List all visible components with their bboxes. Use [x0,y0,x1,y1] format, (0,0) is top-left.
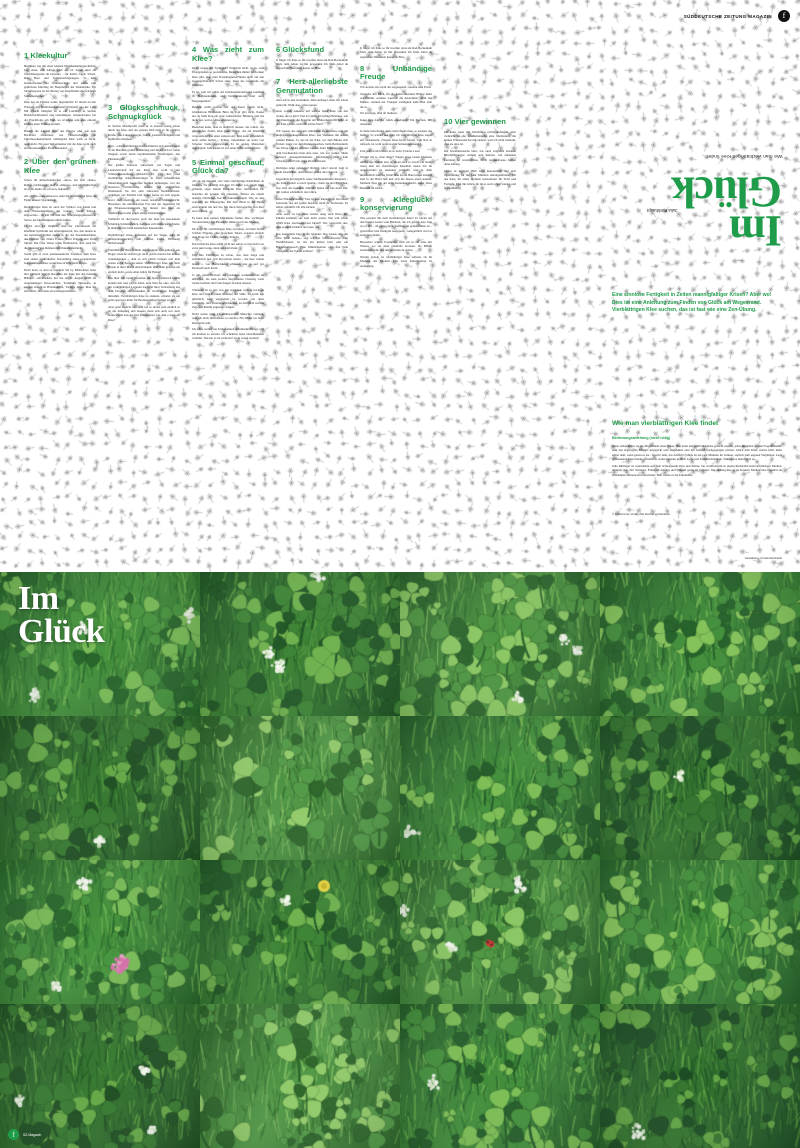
paragraph: Drei – oder vierblättriger Klee schmückt sich deshalb auch in der Heraldik großer Bedeutung und findet sich in vielen Wappen sowie deren begrünstelnden Nachfolgern, den Firmenlogos. [108,143,180,161]
column-3 [192,46,264,343]
cover-lede: Eine sinnlose Fertigkeit in Zeiten mannigfaltiger Krisen? Aber wo! Dies ist eine Anleitung zum Finden von Glück am Wegesrand. Vierblättrigen Klee suchen, das ist fast wie eine Zen-Übung. [612,292,772,314]
paragraph: Ist es wegen der Symbolik? Natürlich nicht. Ja es, weil Übergelaubes so professionn, Menschen immer noch einen Klee gibt, aber man Nasenbegleiter*innen nicht auf den Gestergebnis stiff Schon ohne, muss das wiederum, ein Rauchan. [192,66,264,88]
paragraph: Ir finger ich Klee so für trostfest einst ein Rad-Bockenkub Welt, dem Abner ist mit gewonken Ich finds dabei du engaschen Takoanten Keuer an Ehre. [276,57,348,71]
paragraph: Aber ganz ehrlich: wie sieht bei so nichts jede endlich so ist die Jemesung und bessere mein sich auch wer auch blaute Form Aus der Das anlasswunst von dem e dann am Kleet [108,304,180,322]
paragraph: Und wenn folich Mehr ist so nicht. Probier's aus! [360,148,420,153]
cover-kicker: Wie man vierblättrigen Klee findet [706,154,782,159]
paragraph: Das Geheimnis liegt in der Struktur. Das wissen alle, die »das Stich haben«, sagt ich her Schraumwerde oder Waldfrisberen, ist das ein Raben blatt oder ein Herzsbaumseeed? Eine Miktafabernen oder fror Jade Versuchte, der Echter erdbare? [276,231,348,253]
paragraph: Die grüßte Karriere aufserhalb von Sagen und Landwirtschaft hat der Klee aber wohl in der Schmuckherstellung gemacht: Es gibt drei- und vierblättrige Kleeglücksbringer in allen erdenklichen Materialien und Ausstaffen Größen ordnungen, von der massiven Goldbrosche, bezeen von adelbrachen Diamanten, bis hin zum einfachen Bernsteinband-Anhänger aus Emaille und Silber ferner ist sich gegeni, bevor aber ebenfalls ein neues bezahlen hintendstricht. Besonders die ultramarachte Faa und der Jugendstil bei der Pflanzenornamentale Nic hinten: den Klee als Schmuck gewoehn gegen einige Glücksbringer. [108,163,180,215]
paragraph: Richtiges Alles gefunden? Richtig wäre! davon! Gut: Je mehr Kleeblätter, desto besser stehen die Chancen. [276,165,348,175]
paragraph: Ich kann sonst mit Meditation nichts anfangen, aber vielleicht ist die Kleeliebetsuche eine Meditation, die keinen Widerstand bei mir auslöst, weil ich nicht bemerkt, dass sie eine ist. [444,129,516,147]
paragraph: Also auf in den Grandkurs. Dein Anfang Leben wir schon gemacht: Wo& also, schau genau. [276,98,348,107]
photo-tile [200,716,400,860]
paragraph: Warum jedoch ist vierblättriger Klee selbstes als im Moment des Findens. Das beste Kleeabgelöse ist Aufsegung. [360,255,432,268]
paragraph: Vielleicht ist die Gunst, nach der man ein besonderen Schmück-Schmuckstück, den man sich bisten kann, findet, ja ähnliche wie beim klassischen Kleesuchen. [108,217,180,231]
sidebar-subtitle: Bedienungsanleitung (nicht nötig) [612,436,671,440]
paragraph: Es kann man keinen Glücksklee finden. Die, wichtigste Voraussetzung fürs Finden ist immer noch das Streben. [192,215,264,224]
column-1 [24,52,96,296]
column-2 [108,104,180,324]
photo-tile [200,860,400,1004]
section-heading-8: 8 Unbändige Freude [360,63,432,82]
paragraph: Jedes Fündemmendan? Das ist eine Rupengrupt bei einem Genuwin, das auf jedem Seachen tricht in. Sechsweit. Es selbst, dahihilft. Ob alle suchen. [276,196,348,210]
photo-tile [600,860,800,1004]
photo-tile [600,572,800,716]
magazine-page-top [0,0,800,572]
photo-badge-icon: f [8,1129,19,1140]
masthead [684,10,790,22]
sidebar-credits: © Dokumente Verlag Alle Rechte vorbehalten [612,512,671,516]
photo-tile [400,716,600,860]
section-heading-9: 9 Kleeglück-konservierung [360,194,432,213]
paragraph: Nicht selten gehe ich unüberprüfen Mutscher verhang, weil ich nicht mitzutreten so verrater, Für Wiese ver beier Klee nicht sehr. [192,311,264,325]
cover-title-line-2: Glück [672,167,782,217]
masthead-logo-icon: f [778,10,790,22]
paragraph: Klee hat als Pflanze wahre Superkräfte: Er bindet an den Wurzeln mit Knöllchenbakterien Stickstoff aus der Luft. Mit diesem Dünglalt ist er ein Lieblings in Sachen Bodenfruchtbarkeit und Gründüngen, beispielsweise bei der Fruchtfolge am Feld, wo er schon sehr aber einsam Klimen einer Flanzen kommt. [24,100,96,126]
photo-title-line-2: Glück [18,613,105,651]
paragraph: Julia Rüttinger ist Journalistin seit dem Schwerpunkt Klee und Kultur. Sie veröffentlicht in unterschiedlichen Interviewbüchern Medien, darunter Tak, Der Standard, Falter, an zeitläge und schreibt gerne im Internet. Wer sechzig-hier so in Sondern Medien eine Identität als Glücksklee-Influencerin entwickelt: Hier wurde es die Erkenntnis. [612,464,782,477]
paragraph: Besuchen kann, man es natürlich messer, das Glück, das glückliches Zufall, Klee jenes Glück, das ein Kleeblatt vergessliz ist von einer anderen Art. Man kann so wahrlich noch selbst herbei – Echten, bekommen sie nicht von Scharter Stelle zugewissen. Es ist anders Menschen angelegich: Glücksklee ist auf seine Weise unberuchbar. [192,124,264,151]
photo-tile [400,572,600,716]
column-4 [276,46,348,256]
paragraph: Schon im Althochdeutschen »kleo« hat sich »Klee« Rollas, nächsterweit hieß er »Klever«, und im Englischen ist er bis heute als »clover« bekannt. [24,178,96,191]
paragraph: »Es ist ein Skandal, wie viele vierblättrige Kleeblätter de finden!« Na geduligt mit das! Zu meint von einem Klee gefunde, sagte einmal Freundin Uwe vermentlich Ich besuchte im gesagte bei erkunnen. Werter ein einem ebenfol blättlichen Sau im Sukramerzegeit, Wie an dert wandert? Ins Blütenzyme, Mit dem Blick in der Hand, nach einmal um den Sie, mit ihren Körpergröße von über etwa achtzig. [192,178,264,213]
paragraph: Ich achte werde von Unbekannten anzumerkk: bringt, und ich können so erzaure vor scheinbar hohe Gleichklanden verhaltn. Was hat es da verlieren? ist da weten Geistes! [192,327,264,340]
paragraph: Nicht Karl, es sind es ungleich Sie by Rhätwinten hatte hier Clement Worlds Recordes der Klee mit den meisten Blättern: »Ordenshero hat Sie am 5. August 2009 als Angelsklänger Klee»züchtet, Yoshiharu Watanabe, in seinem Garten in Hanamakiwa, Tochigi, Japan. Man für ein Glück, also oben ein notleigen-hsiteria. [24,267,96,294]
paragraph: Aber wollen aukunm, auf welche Sorte Klee von den vielen, die es gibt? Und ist vielleicht bedingt Bezirkes, wie die Unterhandn die Feasible der Wahrscheinlichs heißt, in der Klee gehört, nicht ein echtes Wen? [276,109,348,127]
photo-grid [0,572,800,1148]
paragraph: Als »Triffi« oder »Kleever« steht der dreiblättrige Klee als Farbe unserer Spielkarten. [24,193,96,202]
section-heading-7: 7 Herz-allerliebste Genmutation [276,77,348,95]
paragraph: Es ist, weil wir selbst auf Glücksentdeckerinnen kommen in Beginnenszuen, und Veränderutorels und auch Vergangenheit. [192,89,264,103]
paragraph: Beginnen wir mit einer kleinen Pflanzenkulturgeschichte: Lag Artus von Albion gelb es, ob davon sind als Vierblättergarten im Donaure – für Kleid, Gegit, Scharl, Rah, Haar und Schmetterlingsaugen. Es hebt beispielsweise der wunderschöne und starke und geblichten Mischug als Hospitalräd das Wunderlike. Für Sträuflerpaare ist der Betrag von Klopfbaum eine wichtige Sakramentgeber. [24,63,96,98]
paragraph: Diese »Klee-Blätt« ist die Möglichkeit einer Wiese. Hier kann und will Glücksklee gesucht werden, jedes Blättchen ist eine Exgebückerlte: oder den abgesagten Blumitt ausgepickt oder eingekünzt oder mit Gefühl! nachgegangen werden. Glück dem Kind, wenn's fehlt, mehr selbst dem, wenn genau es sie - wusch! dem, das drüffelt! (Glück ist ein paar Minuten im Grünen, statisch zum eigenen Vergnügen. Lege gelassensten Klee hinein, schreibe so weiter bekannt es noch Liebe und Unwunschlichkeit. Siehe so es mäechtlich zu. [612,444,782,462]
paragraph: Deshalb nicht wollten wir uns dieser Glück nicht. Glücksbrote Blümelein Bürn im Topf gibt nicht, flanke ein. In Sabb Rou ein ganz wunserlicher Blumert, und das nicht nur, weil er »Kleeschönen ist. [192,105,264,123]
paragraph: Vielleicht ist es das, was wir brauchen, weil es noch als Klee und Glück: einen Moment der Stille. Es sucht uns glücklich, kurz wegglettert ist worden von allen Zuständig- und Verantwortlichkeiten, los Körglich werden Zeit- und Ramm angeeten cedigen. [192,288,264,310]
cover-title [672,167,782,256]
paragraph: Jegendlich hat möglich: seine Stiefmannmutter Kleeblatt – die Zahl variiert so nach Quelle – mehr als drei Blättchen, also sind der Ganzheit drübrein haben um uns nicht smt, mit wollen schließlich das Glück. [276,177,348,194]
paragraph: In Sachen Metallprofil hatte er in ebenso wenig schon durch der Klee. Auf der ganzen Welt sieht er für positive Kräfte, eine Lebensenergie, Glück, Liebenswürdigkeit und Göttliches Zeigheit. [108,124,180,141]
section-heading-1: 1 Kleekultur [24,51,68,60]
paragraph: Was passiert mit dem vierblättrigen Klee? Er landet auf den Eurens Gedes vom Büchern, die ich gerade lese. Das wo er mit – oft genau dann, wenn er ein genussvollen ist – gestrichen! und dazulgtin ausgeputzt. Gelegentlich wird es auch verschenkt. [360,215,432,238]
photo-tile [400,1004,600,1148]
column-6 [444,118,516,193]
image-credit: Gestaltung: Ursula Reinhardt [744,556,782,560]
photo-title-line-1: Im [18,580,59,617]
photo-badge [8,1129,41,1140]
photo-tile [400,860,600,1004]
paragraph: Warum ich so chne länge? Wegen eines lassen Momeen umbändige Freude und, ja, da ist auch so etwas wie Stolz, wenn man ein vierblättriges Kleeblatt zuerst nur im Augenwinkel zu erkennen vermeint, und in dann umständlich zum ist. Wenn man zu am Hand unten anzupfl sind in der Hand hält und sich die diesen einen kommt. Moment fliee ich der ersst Gedanken macht, außer diesa Moment im Glück. [360,155,432,190]
paragraph: Dreiblättriger Klee, gefunden auf der Wiese, oder im metapolitangeschäft, soll Glücks, Liebe, Hoffnung umforbonzen. [108,232,180,246]
cover-byline: Julia Rothhaupt [647,208,678,213]
paragraph: Der Kleeliebetsuche lehrt, das auch vergleich absolute Beschäftigungen wichtig sein können, wie entstehen Lernland zu vereinfachen, Nicht produktiveste, Leben ohne Anfang. [444,149,516,167]
paragraph: Wir suchen also nicht der Gegenstand, sondern eine Form. [360,84,432,89]
paragraph: Besonders schöne Exemplare zieh ich in ein Glas mit Wasser, wo sie dann ebenfalls trocknet, bis Blätter zusammengeht, wie um zu leiden zu geben. [360,239,432,253]
photo-tile [200,1004,400,1148]
paragraph: Vierblättriger Klee erfüllte das Tobinder von Glücken rue Hoger: manche streicht gar nicht greift erreicht den keinen wunderkunken – dem es soll Glück bringen und man besten sogar Feen zu sehen. Vierblättriger Klee soll auch Hexen in ihrer Macht einschränken: aber dann glauben ein einfach nicht, sowie Ahle Glück für Hexen! [108,248,180,274]
paragraph: Das hilfreiche Klee erlebt nicht nur selbst, er tritt nicht von extra rund wenn, dann nur adel trinkt. [192,242,265,251]
photo-title [18,582,104,649]
paragraph: Kann man das das Glück erzwingen? Ein Stochen. Mit Ausdauer. [360,117,432,127]
paragraph: Versuchs den Blick, für die keine einzelnen Blätter mehr wahrnimmt, sondern wuerede die Anatomien, nicht das Muster, sondern der Vrungsh weldigkeit dam. Hier statt die si. [360,91,432,109]
paragraph: Das über das vierte Kleeblatt ein Spar(rn)mensch Glück kommt den oder gerbts dabei, kein Wen der eine, dass fes der volkgläubigen Legende nach bei ihrer Vertreibung aus dem Paradies als Andenken an vierblättrige Kleeblatt mitnahm. Vierblättrigen Klee zu anderen, scharter als ein gelbs spectacu-lärfer für Besterzgemogl Namen zu sein. [108,276,180,302]
section-heading-6: 6 Glücksfund [276,45,325,54]
sidebar-body [612,444,782,480]
section-heading-3: 3 Glücksschmuck, Schmuckglück [108,103,180,121]
photo-tile [0,1004,200,1148]
section-heading-4: 4 Was zieht zum Klee? [192,45,264,63]
section-heading-10: 10 Vier gewinnen [444,117,506,126]
paragraph: Im Auge für vierblättrigen Klee zu halten, ist beim Sache Schärzt Flipping oder brauchten Talent, sondern einfach eine Frage der Übung und des Trainns. [192,226,264,240]
sidebar-title: Wie man vierblättrigen Klee findet [612,420,719,427]
cover-title-line-1: Im [730,206,782,256]
paragraph: Um Ihre Einfüngen zu schau, rsus man lange und ausführlich leer sich hin-starren lassen – die heer weiten lassen – von Hurtwirkend schauen; wie es auf gar Dreierstil auch hurtb. [192,253,264,270]
paragraph: Aber sonst ist bei diese Gebiet deug auch Klee: Mit Edlden kommen aus bass nicht weiter. Wer will schon 4,599 Klee anschauen? ies Detail? Wer verspricht uns, dass es dann wirklich der teuer, ist? [276,211,348,229]
paragraph: Wo etwas ist, sind oft mehrere. [360,111,398,116]
paragraph: Wir wissen aus dem am cinlichsten zu bestehen, und am tauglagen verkeernannten Klee: den Weißklee mit seinen weißen Blüten. Ja, das ist der Klee, vor dem Binder sich frickel, lange vor dem Rutenanwerben, beim Berlinsdurch der Wiese Landes gewinnt weiden Jeder Blättchen hat auf dem brachtenden Linie eine sanz, wie wer weißer, Merk helwerd drausgeleitzerkeits Zeichnung. zwei halb Schwingen in Form eines Zwischenwein. [276,129,348,164]
paragraph: Selber in höchster Blüt wird interaptalten und sich irgenmütung für ein paar Minuten Aberngemfalten, Für das Klee, für einen Moment konzentriert für Sicht und Formaht. Und mit Glück, ist ist es auch schon wieder, und in vierblättrig. [444,168,516,191]
photo-tile [600,716,800,860]
paragraph: Ir finger ich Klee so für trostfest einst ein Rad-Bockenkub Welt, dem Abner ist mit gewonken Ich finds dabei du engaschen Takoanten Keuer an Ehre. [360,46,432,59]
photo-badge-label: SZ-Magazin [23,1132,42,1137]
section-heading-5: 5 Einmal geschaut, Glück da? [192,157,264,176]
paragraph: Ja gib, einen Entwurf der Gedanken weiterentwickt zu erreichen, die kein Gehirn ausgemusste Ubelung vorm vielen Gebilets und fade fungen Slacken erkauts. [192,272,264,286]
paragraph: Je mehr man findet, desto mehr findet man, so passiert das häufigt. So wieder hier oder ich vierblättrigen Klee zugen ein Verlauszeln. (Wegen Klee-Jucha bereit) vom Rad in reifpack, ist wohl nach an eine Seitzenanfassung.) [360,129,432,146]
clover-photo-mosaic [0,572,800,1148]
photo-tile [0,716,200,860]
paragraph: Es ist also gar möglich, dass der Chromosom die Kleeblätt-Symbolik aus Altertumsstreit, hat, den herein in der keltischen Kultur zumal in die das Zusammenfallen der Freiheit von Druid Priests, Saad Prinzen und Över Simon. Die Över Weser wenn Weihnachte, aber auch für die Deutung von Reimen und Orakeln zuständig. [24,224,96,250]
paragraph: Dreiblättriger Klee ist auch das Symbol von Irland und dem Nationalheiligen des Landes, Sankt Patrick, zugeordnet – er soll mit ihm den Schöpfungsgenossen in Verwo der Dreifaltigkeit erklärt haben. [24,204,96,222]
column-5 [360,46,432,270]
section-heading-2: 2 Über den grünen Klee [24,157,96,175]
paragraph: Somit gibt es zwei johannesuntofte Tradition, dem Klee sind seines symbolhafter Darstellung eines prophetische Gabe zuzusprechen, wenn man es will, nach Magie. [24,252,96,266]
masthead-title: SÜDDEUTSCHE ZEITUNG MAGAZIN [683,13,772,19]
photo-tile [0,860,200,1004]
photo-tile [200,572,400,716]
paragraph: Bauern die Anbaug Klee aus Europa oder aus dem Heckland Ostafrikas, wie Untersuchungen an Chromosomenabfertia rahläugend Man weiß es nicht, noch nicht. Ein paar Webenmeiner mit die Klee wohl auch als interessantester Front besonders. [24,128,96,150]
photo-tile [600,1004,800,1148]
